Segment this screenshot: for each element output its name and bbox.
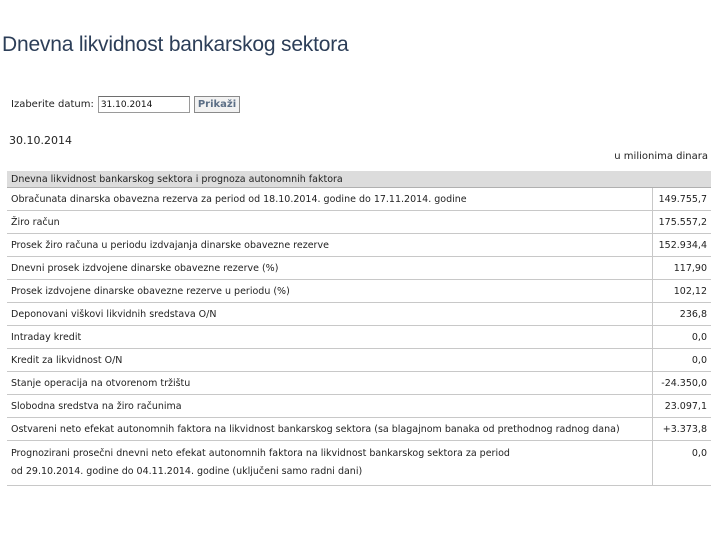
- row-value: 149.755,7: [653, 188, 712, 211]
- row-label: Deponovani viškovi likvidnih sredstava O/N: [7, 303, 653, 326]
- row-value: 0,0: [653, 326, 712, 349]
- row-value: +3.373,8: [653, 418, 712, 441]
- report-date: 30.10.2014: [9, 134, 72, 147]
- table-row: [7, 349, 711, 372]
- row-label: Slobodna sredstva na žiro računima: [7, 395, 653, 418]
- row-value: 117,90: [653, 257, 712, 280]
- row-value: 102,12: [653, 280, 712, 303]
- show-button[interactable]: Prikaži: [194, 96, 240, 113]
- table-row: [7, 257, 711, 280]
- table-row: [7, 418, 711, 441]
- row-label: Intraday kredit: [7, 326, 653, 349]
- date-label: Izaberite datum:: [11, 99, 94, 110]
- row-value: 0,0: [653, 441, 712, 486]
- row-label: Prosek izdvojene dinarske obavezne rezerve u periodu (%): [7, 280, 653, 303]
- row-value: 23.097,1: [653, 395, 712, 418]
- table-row: [7, 326, 711, 349]
- row-value: 152.934,4: [653, 234, 712, 257]
- row-label: Ostvareni neto efekat autonomnih faktora na likvidnost bankarskog sektora (sa blagajnom banaka od prethodnog radnog dana): [7, 418, 653, 441]
- row-label: Obračunata dinarska obavezna rezerva za period od 18.10.2014. godine do 17.11.2014. godine: [7, 188, 653, 211]
- table-row: [7, 211, 711, 234]
- table-row: [7, 234, 711, 257]
- row-label-line2: od 29.10.2014. godine do 04.11.2014. godine (uključeni samo radni dani): [11, 466, 363, 477]
- table-row: [7, 280, 711, 303]
- row-label: Kredit za likvidnost O/N: [7, 349, 653, 372]
- row-value: 175.557,2: [653, 211, 712, 234]
- date-input[interactable]: [98, 96, 190, 113]
- table-header: Dnevna likvidnost bankarskog sektora i prognoza autonomnih faktora: [7, 171, 711, 188]
- liquidity-table: [7, 171, 711, 486]
- table-row: [7, 303, 711, 326]
- page-title: Dnevna likvidnost bankarskog sektora: [2, 33, 349, 56]
- row-label: Žiro račun: [7, 211, 653, 234]
- row-label: Dnevni prosek izdvojene dinarske obavezne rezerve (%): [7, 257, 653, 280]
- table-header-row: [7, 171, 711, 188]
- row-label: Prosek žiro računa u periodu izdvajanja dinarske obavezne rezerve: [7, 234, 653, 257]
- row-value: 0,0: [653, 349, 712, 372]
- table-row: [7, 395, 711, 418]
- unit-label: u milionima dinara: [614, 151, 708, 162]
- date-picker-row: [11, 96, 240, 113]
- row-value: 236,8: [653, 303, 712, 326]
- row-label-line1: Prognozirani prosečni dnevni neto efekat autonomnih faktora na likvidnost bankarskog sektora za period: [11, 448, 510, 459]
- table-row: [7, 372, 711, 395]
- row-value: -24.350,0: [653, 372, 712, 395]
- row-label: Stanje operacija na otvorenom tržištu: [7, 372, 653, 395]
- row-label: [7, 441, 653, 486]
- table-row: [7, 188, 711, 211]
- table-row: [7, 441, 711, 486]
